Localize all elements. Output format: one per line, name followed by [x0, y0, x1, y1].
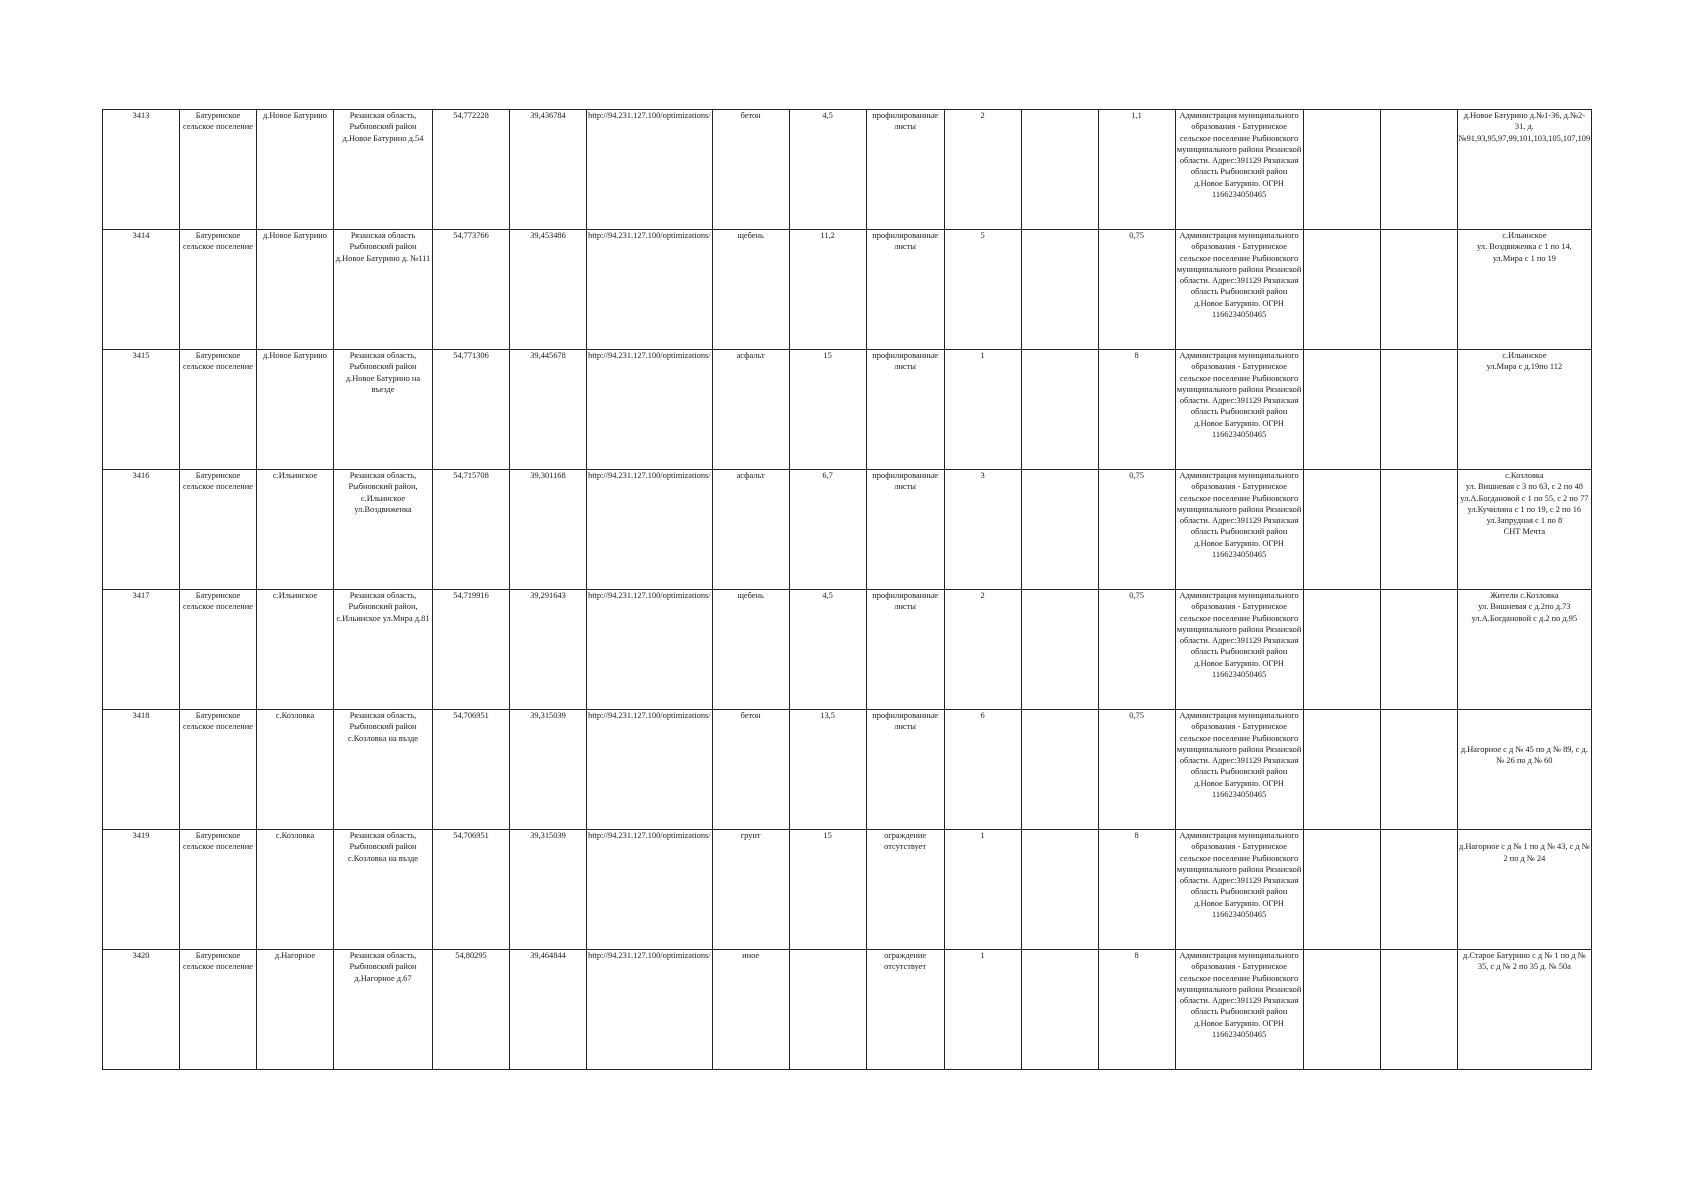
address-cell: Рязанская область, Рыбновский район, с.Ильинское ул.Мира д.81 [334, 590, 433, 710]
url-cell: http://94.231.127.100/optimizations/ [587, 230, 713, 350]
fence-cell: профилированные листы [866, 350, 944, 470]
container-count-cell: 5 [944, 230, 1021, 350]
container-volume-cell: 0,75 [1098, 710, 1175, 830]
url-cell: http://94.231.127.100/optimizations/ [587, 590, 713, 710]
settlement-cell: Батуринское сельское поселение [180, 950, 257, 1070]
address-cell: Рязанская область, Рыбновский район с.Козловка на възде [334, 710, 433, 830]
locality-cell: с.Козловка [257, 710, 334, 830]
surface-cell: бетон [712, 110, 789, 230]
area-cell: 4,5 [789, 110, 866, 230]
served-objects-cell: Жители с.Козловка ул. Вишневая с д.2по д.73 ул.А.Богдановой с д.2 по д.95 [1457, 590, 1592, 710]
longitude-cell: 39,445678 [510, 350, 587, 470]
longitude-cell: 39,436784 [510, 110, 587, 230]
settlement-cell: Батуринское сельское поселение [180, 110, 257, 230]
fence-cell: ограждение отсутствует [866, 950, 944, 1070]
locality-cell: с.Ильинское [257, 590, 334, 710]
locality-cell: с.Козловка [257, 830, 334, 950]
owner-cell: Администрация муниципального образования - Батуринское сельское поселение Рыбновского муниципального района Рязанской области. Адрес:391129 Рязанская область Рыбновский район д.Новое Батурино. ОГРН 1166234050465 [1175, 230, 1303, 350]
empty-cell [1303, 590, 1380, 710]
row-id-cell: 3413 [103, 110, 180, 230]
container-count-cell: 1 [944, 350, 1021, 470]
empty-cell [1021, 230, 1098, 350]
surface-cell: асфальт [712, 470, 789, 590]
address-cell: Рязанская область, Рыбновский район д.Новое Батурино д.54 [334, 110, 433, 230]
settlement-cell: Батуринское сельское поселение [180, 350, 257, 470]
empty-cell [1303, 230, 1380, 350]
surface-cell: грунт [712, 830, 789, 950]
latitude-cell: 54,772228 [433, 110, 510, 230]
fence-cell: профилированные листы [866, 110, 944, 230]
empty-cell [1380, 590, 1457, 710]
table-row [103, 710, 1592, 830]
owner-cell: Администрация муниципального образования - Батуринское сельское поселение Рыбновского муниципального района Рязанской области. Адрес:391129 Рязанская область Рыбновский район д.Новое Батурино. ОГРН 1166234050465 [1175, 950, 1303, 1070]
container-count-cell: 2 [944, 110, 1021, 230]
longitude-cell: 39,464844 [510, 950, 587, 1070]
settlement-cell: Батуринское сельское поселение [180, 230, 257, 350]
container-volume-cell: 0,75 [1098, 470, 1175, 590]
empty-cell [1303, 350, 1380, 470]
waste-sites-table [102, 109, 1592, 1070]
row-id-cell: 3414 [103, 230, 180, 350]
empty-cell [1380, 470, 1457, 590]
empty-cell [1303, 710, 1380, 830]
container-count-cell: 1 [944, 830, 1021, 950]
empty-cell [1021, 710, 1098, 830]
area-cell: 6,7 [789, 470, 866, 590]
area-cell: 4,5 [789, 590, 866, 710]
locality-cell: д.Новое Батурино [257, 110, 334, 230]
empty-cell [1380, 830, 1457, 950]
empty-cell [1303, 470, 1380, 590]
address-cell: Рязанская область, Рыбновский район, с.Ильинское ул.Воздвиженка [334, 470, 433, 590]
surface-cell: щебень [712, 230, 789, 350]
owner-cell: Администрация муниципального образования - Батуринское сельское поселение Рыбновского муниципального района Рязанской области. Адрес:391129 Рязанская область Рыбновский район д.Новое Батурино. ОГРН 1166234050465 [1175, 110, 1303, 230]
served-objects-cell: с.Козловка ул. Вишневая с 3 по 63, с 2 по 48 ул.А.Богдановой с 1 по 55, с 2 по 77 ул.Кучилина с 1 по 19, с 2 по 16 ул.Запрудная с 1 по 8 СНТ Мечта [1457, 470, 1592, 590]
owner-cell: Администрация муниципального образования - Батуринское сельское поселение Рыбновского муниципального района Рязанской области. Адрес:391129 Рязанская область Рыбновский район д.Новое Батурино. ОГРН 1166234050465 [1175, 830, 1303, 950]
settlement-cell: Батуринское сельское поселение [180, 830, 257, 950]
empty-cell [1303, 110, 1380, 230]
owner-cell: Администрация муниципального образования - Батуринское сельское поселение Рыбновского муниципального района Рязанской области. Адрес:391129 Рязанская область Рыбновский район д.Новое Батурино. ОГРН 1166234050465 [1175, 350, 1303, 470]
empty-cell [1380, 350, 1457, 470]
container-volume-cell: 0,75 [1098, 590, 1175, 710]
address-cell: Рязанская область, Рыбновский район с.Козловка на възде [334, 830, 433, 950]
latitude-cell: 54,80295 [433, 950, 510, 1070]
settlement-cell: Батуринское сельское поселение [180, 590, 257, 710]
longitude-cell: 39,301168 [510, 470, 587, 590]
served-objects-cell: д.Нагорное с д № 1 по д № 43, с д № 2 по д № 24 [1457, 830, 1592, 950]
area-cell: 13,5 [789, 710, 866, 830]
surface-cell: щебень [712, 590, 789, 710]
url-cell: http://94.231.127.100/optimizations/ [587, 470, 713, 590]
table-row [103, 350, 1592, 470]
longitude-cell: 39,315039 [510, 710, 587, 830]
longitude-cell: 39,291643 [510, 590, 587, 710]
locality-cell: д.Новое Батурино [257, 350, 334, 470]
latitude-cell: 54,706951 [433, 830, 510, 950]
empty-cell [1021, 350, 1098, 470]
area-cell [789, 950, 866, 1070]
longitude-cell: 39,453486 [510, 230, 587, 350]
empty-cell [1380, 230, 1457, 350]
empty-cell [1021, 110, 1098, 230]
table-row [103, 230, 1592, 350]
locality-cell: д.Нагорное [257, 950, 334, 1070]
served-objects-cell: д.Нагорное с д № 45 по д № 89, с д. № 26 по д № 60 [1457, 710, 1592, 830]
area-cell: 15 [789, 350, 866, 470]
fence-cell: профилированные листы [866, 590, 944, 710]
surface-cell: асфальт [712, 350, 789, 470]
served-objects-cell: с.Ильинское ул. Воздвиженка с 1 по 14, ул.Мира с 1 по 19 [1457, 230, 1592, 350]
served-objects-cell: с.Ильинское ул.Мира с д.19по 112 [1457, 350, 1592, 470]
fence-cell: ограждение отсутствует [866, 830, 944, 950]
fence-cell: профилированные листы [866, 710, 944, 830]
address-cell: Рязанская область, Рыбновский район д.Нагорное д.67 [334, 950, 433, 1070]
url-cell: http://94.231.127.100/optimizations/ [587, 830, 713, 950]
row-id-cell: 3420 [103, 950, 180, 1070]
empty-cell [1380, 950, 1457, 1070]
table-row [103, 110, 1592, 230]
address-cell: Рязанская область, Рыбновский район д.Новое Батурино на въезде [334, 350, 433, 470]
settlement-cell: Батуринское сельское поселение [180, 710, 257, 830]
table-row [103, 950, 1592, 1070]
container-volume-cell: 8 [1098, 350, 1175, 470]
container-volume-cell: 0,75 [1098, 230, 1175, 350]
empty-cell [1303, 950, 1380, 1070]
url-cell: http://94.231.127.100/optimizations/ [587, 350, 713, 470]
served-objects-cell: д.Новое Батурино д.№1-36, д.№2-31, д.№91,93,95,97,99,101,103,105,107,109 [1457, 110, 1592, 230]
empty-cell [1380, 110, 1457, 230]
url-cell: http://94.231.127.100/optimizations/ [587, 110, 713, 230]
container-count-cell: 6 [944, 710, 1021, 830]
empty-cell [1380, 710, 1457, 830]
area-cell: 15 [789, 830, 866, 950]
latitude-cell: 54,773766 [433, 230, 510, 350]
owner-cell: Администрация муниципального образования - Батуринское сельское поселение Рыбновского муниципального района Рязанской области. Адрес:391129 Рязанская область Рыбновский район д.Новое Батурино. ОГРН 1166234050465 [1175, 710, 1303, 830]
empty-cell [1021, 830, 1098, 950]
url-cell: http://94.231.127.100/optimizations/ [587, 710, 713, 830]
container-volume-cell: 8 [1098, 950, 1175, 1070]
row-id-cell: 3418 [103, 710, 180, 830]
latitude-cell: 54,719916 [433, 590, 510, 710]
container-count-cell: 2 [944, 590, 1021, 710]
row-id-cell: 3417 [103, 590, 180, 710]
table-row [103, 590, 1592, 710]
fence-cell: профилированные листы [866, 470, 944, 590]
latitude-cell: 54,715708 [433, 470, 510, 590]
table-row [103, 830, 1592, 950]
longitude-cell: 39,315039 [510, 830, 587, 950]
settlement-cell: Батуринское сельское поселение [180, 470, 257, 590]
empty-cell [1021, 950, 1098, 1070]
served-objects-cell: д.Старое Батурино с д № 1 по д № 35, с д № 2 по 35 д. № 50а [1457, 950, 1592, 1070]
empty-cell [1303, 830, 1380, 950]
fence-cell: профилированные листы [866, 230, 944, 350]
row-id-cell: 3415 [103, 350, 180, 470]
table-row [103, 470, 1592, 590]
latitude-cell: 54,706951 [433, 710, 510, 830]
address-cell: Рязанская область Рыбновский район д.Новое Батурино д. №111 [334, 230, 433, 350]
locality-cell: с.Ильинское [257, 470, 334, 590]
empty-cell [1021, 590, 1098, 710]
row-id-cell: 3416 [103, 470, 180, 590]
owner-cell: Администрация муниципального образования - Батуринское сельское поселение Рыбновского муниципального района Рязанской области. Адрес:391129 Рязанская область Рыбновский район д.Новое Батурино. ОГРН 1166234050465 [1175, 470, 1303, 590]
container-volume-cell: 8 [1098, 830, 1175, 950]
latitude-cell: 54,771306 [433, 350, 510, 470]
row-id-cell: 3419 [103, 830, 180, 950]
container-count-cell: 3 [944, 470, 1021, 590]
container-count-cell: 1 [944, 950, 1021, 1070]
url-cell: http://94.231.127.100/optimizations/ [587, 950, 713, 1070]
locality-cell: д.Новое Батурино [257, 230, 334, 350]
container-volume-cell: 1,1 [1098, 110, 1175, 230]
area-cell: 11,2 [789, 230, 866, 350]
surface-cell: бетон [712, 710, 789, 830]
empty-cell [1021, 470, 1098, 590]
surface-cell: иное [712, 950, 789, 1070]
owner-cell: Администрация муниципального образования - Батуринское сельское поселение Рыбновского муниципального района Рязанской области. Адрес:391129 Рязанская область Рыбновский район д.Новое Батурино. ОГРН 1166234050465 [1175, 590, 1303, 710]
